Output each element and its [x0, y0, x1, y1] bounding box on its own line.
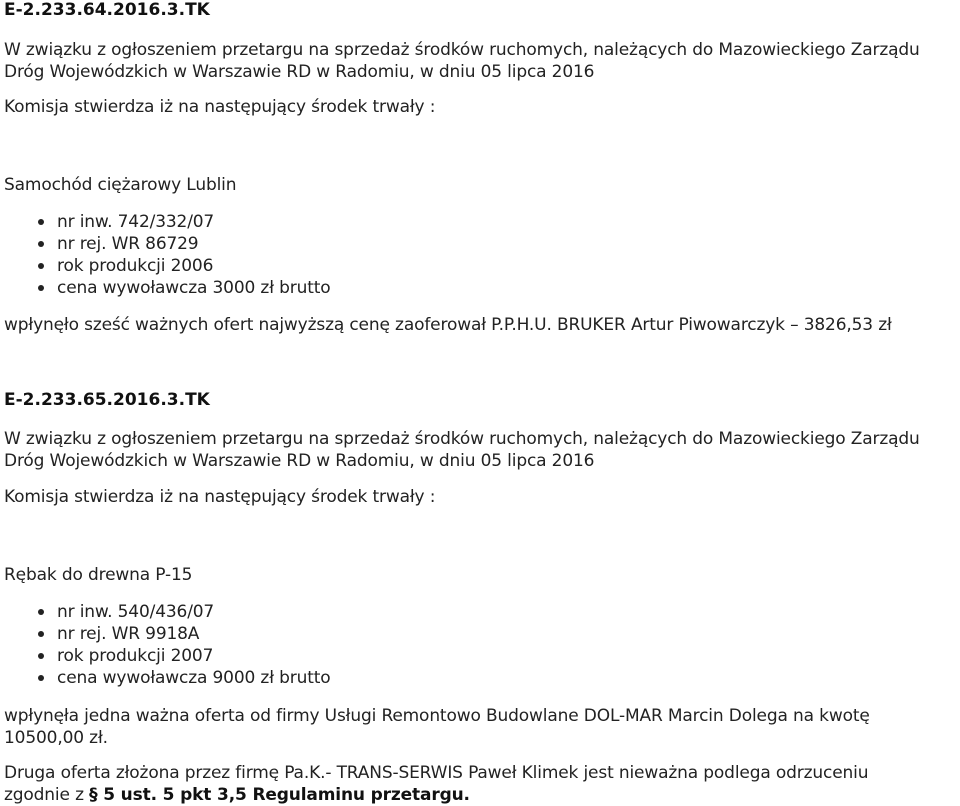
section-2-commission-text: Komisja stwierdza iż na następujący środek trwały : — [4, 487, 436, 507]
note-prefix: zgodnie z — [4, 785, 90, 805]
regulation-reference: § 5 ust. 5 pkt 3,5 Regulaminu przetargu. — [89, 785, 470, 805]
bullet-icon — [38, 631, 44, 637]
bullet-icon — [38, 219, 44, 225]
bullet-icon — [38, 285, 44, 291]
list-item: nr rej. WR 9918A — [4, 623, 331, 645]
list-item: cena wywoławcza 9000 zł brutto — [4, 667, 331, 689]
section-1-intro-line-1: W związku z ogłoszeniem przetargu na sprzedaż środków ruchomych, należących do Mazowieckiego Zarządu — [4, 40, 920, 60]
bullet-icon — [38, 263, 44, 269]
section-2-intro-line-1: W związku z ogłoszeniem przetargu na sprzedaż środków ruchomych, należących do Mazowieckiego Zarządu — [4, 429, 920, 449]
section-2-note-line-1: Druga oferta złożona przez firmę Pa.K.- TRANS-SERWIS Paweł Klimek jest nieważna podlega odrzuceniu — [4, 763, 869, 783]
section-1-commission-text: Komisja stwierdza iż na następujący środek trwały : — [4, 97, 436, 117]
section-2-item-name: Rębak do drewna P-15 — [4, 565, 193, 585]
list-item: nr inw. 742/332/07 — [4, 211, 331, 233]
bullet-icon — [38, 241, 44, 247]
section-2-intro-line-2: Dróg Wojewódzkich w Warszawie RD w Radomiu, w dniu 05 lipca 2016 — [4, 451, 595, 471]
section-1-intro-line-2: Dróg Wojewódzkich w Warszawie RD w Radomiu, w dniu 05 lipca 2016 — [4, 62, 595, 82]
section-1-details-list — [4, 211, 331, 299]
bullet-icon — [38, 675, 44, 681]
section-1-result: wpłynęło sześć ważnych ofert najwyższą cenę zaoferował P.P.H.U. BRUKER Artur Piwowarczyk – 3826,53 zł — [4, 315, 892, 335]
section-1-code: E-2.233.64.2016.3.TK — [4, 0, 210, 20]
section-2-result-line-1: wpłynęła jedna ważna oferta od firmy Usługi Remontowo Budowlane DOL-MAR Marcin Dolega na kwotę — [4, 706, 870, 726]
list-item: cena wywoławcza 3000 zł brutto — [4, 277, 331, 299]
list-item: rok produkcji 2007 — [4, 645, 331, 667]
bullet-icon — [38, 609, 44, 615]
list-item: nr rej. WR 86729 — [4, 233, 331, 255]
bullet-icon — [38, 653, 44, 659]
section-2-note-line-2 — [4, 784, 470, 806]
section-2-code: E-2.233.65.2016.3.TK — [4, 390, 210, 410]
section-1-item-name: Samochód ciężarowy Lublin — [4, 175, 237, 195]
section-2-result-line-2: 10500,00 zł. — [4, 728, 108, 748]
list-item: nr inw. 540/436/07 — [4, 601, 331, 623]
section-2-details-list — [4, 601, 331, 689]
list-item: rok produkcji 2006 — [4, 255, 331, 277]
